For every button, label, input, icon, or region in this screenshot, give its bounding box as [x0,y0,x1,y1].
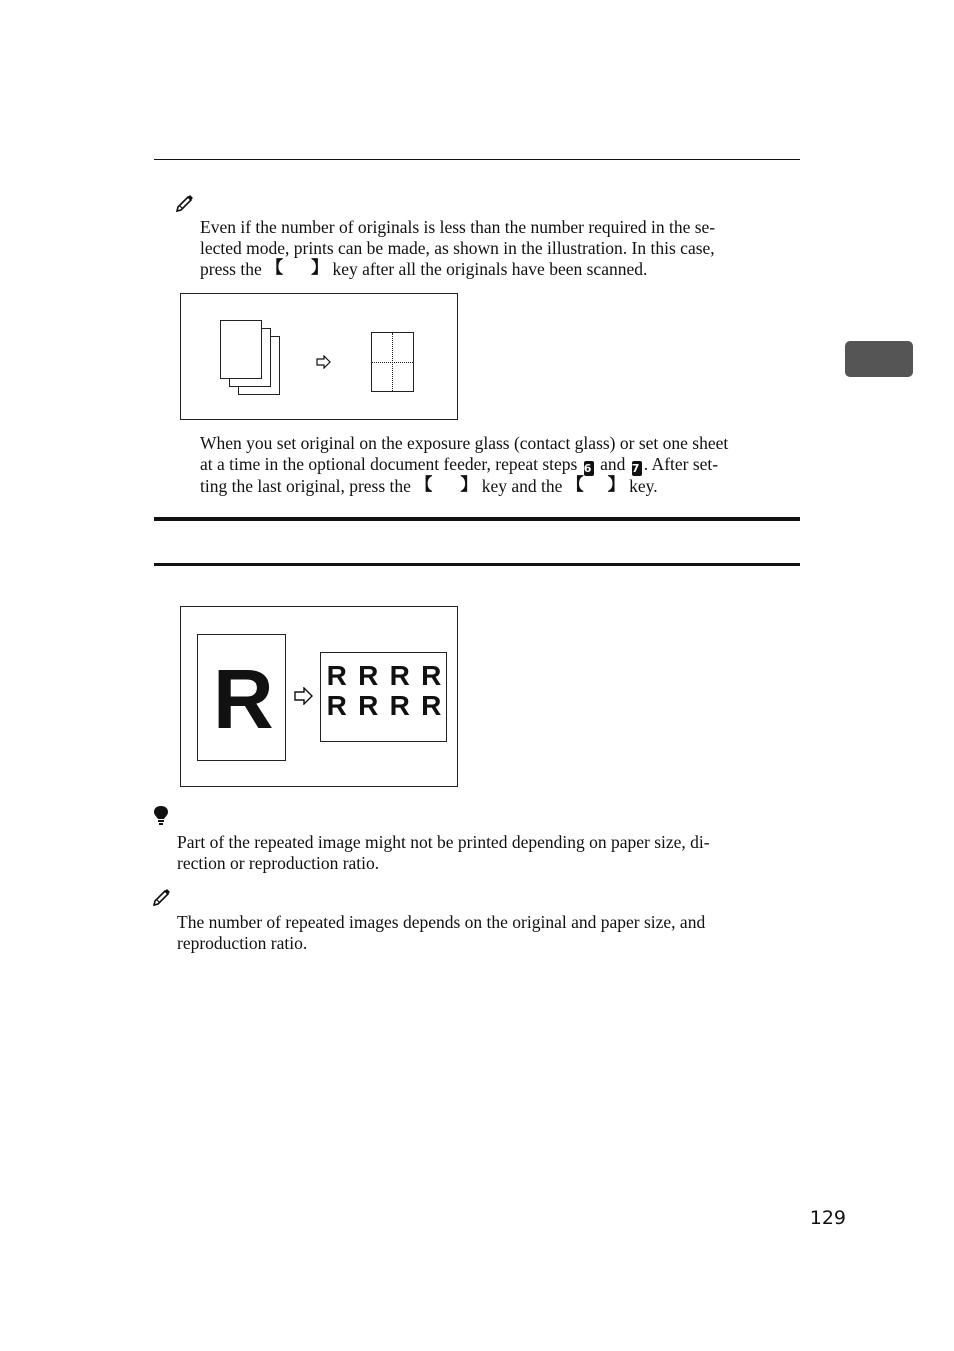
repeated-output-sheet [320,652,447,742]
repeat-grid [321,661,447,721]
repeat-letter: R [326,690,347,721]
step-line3-pre: ting the last original, press the [200,476,411,496]
repeat-letter: R [421,690,442,721]
step-badge-a: 6 [584,461,594,476]
step-line3-post: key. [629,476,658,496]
step-line3-mid: key and the [481,476,563,496]
limitation-line2: rection or reproduction ratio. [177,853,380,873]
pencil-note-icon [176,193,196,213]
combined-output-sheet [371,332,414,392]
chapter-tab [845,341,913,377]
combine-illustration [180,293,458,420]
start-key-label [266,259,328,280]
note1-line1: Even if the number of originals is less than the number required in the se- [200,217,716,237]
repeat-letter: R [358,660,379,691]
limitation-paragraph [177,832,800,874]
note1-line2: lected mode, prints can be made, as shown in the illustration. In this case, [200,238,715,258]
pencil-note-icon [153,887,173,907]
section-rule-bottom [154,563,800,566]
note1-line3-post: key after all the originals have been scanned. [332,259,648,279]
limitation-line1: Part of the repeated image might not be printed depending on paper size, di- [177,832,710,852]
original-r-sheet [197,634,286,761]
original-letter: R [213,652,274,746]
note2-paragraph [177,912,800,954]
step-badge-b: 7 [632,461,642,476]
page-number: 129 [809,1207,846,1229]
arrow-right-icon [316,355,332,374]
step-line2-pre: at a time in the optional document feeder, repeat steps [200,454,578,474]
repeat-letter: R [326,660,347,691]
arrow-right-icon [294,687,314,710]
note1-paragraph [200,217,800,280]
key-label-2 [567,476,625,497]
note1-line3-pre: press the [200,259,262,279]
important-bulb-icon [153,805,169,827]
note2-line2: reproduction ratio. [177,933,308,953]
section-rule-thick [154,517,800,521]
step-paragraph [200,433,800,497]
divider-horizontal [372,362,413,363]
header-rule [154,159,800,160]
repeat-letter: R [389,690,410,721]
key-label-1 [415,476,477,497]
repeat-letter: R [358,690,379,721]
repeat-letter: R [421,660,442,691]
step-line2-mid: and [600,454,626,474]
step-line2-post: . After set- [643,454,719,474]
original-sheet-front [220,320,262,379]
repeat-letter: R [389,660,410,691]
step-line1: When you set original on the exposure glass (contact glass) or set one sheet [200,433,729,453]
note2-line1: The number of repeated images depends on the original and paper size, and [177,912,706,932]
repeat-illustration [180,606,458,787]
